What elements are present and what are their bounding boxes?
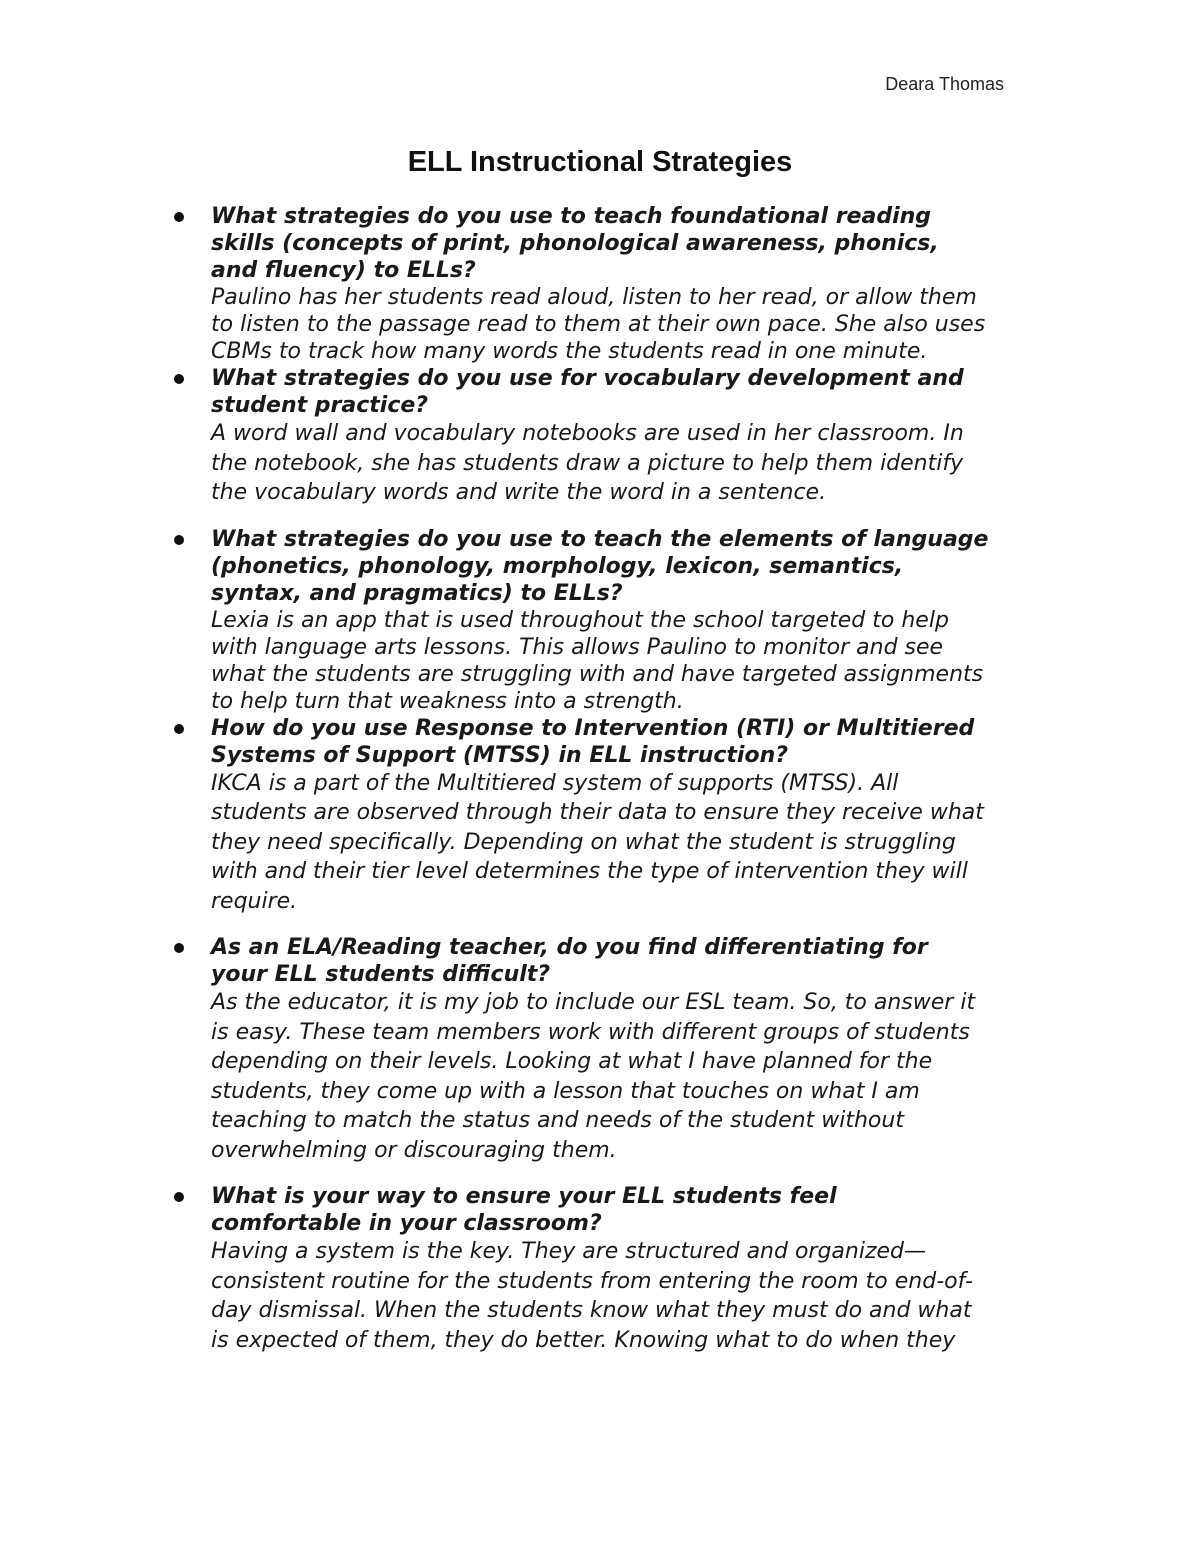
list-item	[211, 203, 1071, 365]
list-item	[211, 1183, 1071, 1355]
answer-text: A word wall and vocabulary notebooks are used in her classroom. In the notebook, she has students draw a picture to help them identify the vocabulary words and write the word in a sentence.	[211, 421, 964, 505]
answer-text: Paulino has her students read aloud, listen to her read, or allow them to listen to the passage read to them at their own pace. She also uses CBMs to track how many words the students read in one minute.	[211, 285, 986, 364]
answer-text: Lexia is an app that is used throughout the school targeted to help with language arts lessons. This allows Paulino to monitor and see what the students are struggling with and have targeted assignments to help turn that weakness into a strength.	[211, 607, 984, 714]
document-title: ELL Instructional Strategies	[407, 146, 793, 178]
question-text: As an ELA/Reading teacher, do you find differentiating for your ELL students difficult?	[211, 935, 928, 987]
list-item	[211, 715, 1071, 917]
question-text: What strategies do you use to teach the elements of language (phonetics, phonology, morphology, lexicon, semantics, syntax, and pragmatics) to ELLs?	[211, 526, 989, 606]
question-text: What strategies do you use to teach foundational reading skills (concepts of print, phonological awareness, phonics, and fluency) to ELLs?	[211, 204, 939, 283]
bullet-icon	[174, 943, 184, 953]
list-item	[211, 526, 1071, 715]
question-list	[211, 203, 1071, 1355]
bullet-icon	[174, 535, 184, 545]
list-item	[211, 934, 1071, 1165]
bullet-icon	[174, 212, 184, 222]
answer-text: As the educator, it is my job to include our ESL team. So, to answer it is easy. These team members work with different groups of students depending on their levels. Looking at what I have planned for the students, they come up with a lesson that touches on what I am teaching to match the status and needs of the student without overwhelming or discouraging them.	[211, 990, 976, 1163]
list-item	[211, 365, 1071, 508]
bullet-icon	[174, 374, 184, 384]
question-text: What is your way to ensure your ELL students feel comfortable in your classroom?	[211, 1184, 837, 1236]
answer-text: IKCA is a part of the Multitiered system of supports (MTSS). All students are observed through their data to ensure they receive what they need specifically. Depending on what the student is struggling with and their tier level determines the type of intervention they will require.	[211, 770, 984, 914]
question-text: How do you use Response to Intervention (RTI) or Multitiered Systems of Support (MTSS) in ELL instruction?	[211, 715, 975, 768]
bullet-icon	[174, 1192, 184, 1202]
answer-text: Having a system is the key. They are structured and organized— consistent routine for the students from entering the room to end-of- day dismissal. When the students know what they must do and what is expected of them, they do better. Knowing what to do when they	[211, 1239, 973, 1353]
question-text: What strategies do you use for vocabulary development and student practice?	[211, 366, 964, 418]
header-author: Deara Thomas	[885, 74, 1004, 94]
bullet-icon	[174, 724, 184, 734]
